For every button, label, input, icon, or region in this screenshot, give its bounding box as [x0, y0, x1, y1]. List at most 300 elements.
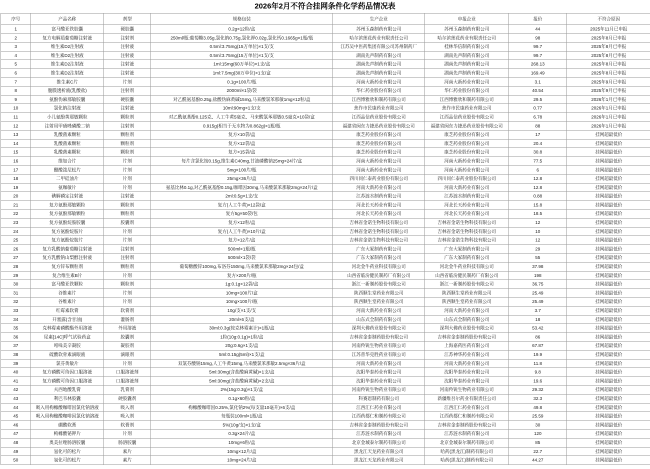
cell: 挂网超最低价 — [567, 359, 650, 368]
cell: 20g:0.6g×1支/盒 — [151, 341, 333, 350]
cell: 氨基比林0.1g,对乙酰氨基酚0.15g,咖啡因30mg,马来酸氯苯那敏2mg×24片/盒 — [151, 183, 333, 192]
cell: 复方×15袋/盒 — [151, 148, 333, 157]
cell: 复方氨酚烷胺片 — [31, 236, 104, 245]
cell: 陕西顺生堂药业有限公司 — [333, 289, 425, 298]
table-row — [1, 368, 650, 377]
cell: 挂网超最低价 — [567, 201, 650, 210]
cell: 22.7 — [509, 447, 567, 456]
cell: 颗粒剂 — [104, 113, 151, 122]
cell: 49.8 — [509, 403, 567, 412]
cell: 北京金城泰尔制药有限公司 — [333, 438, 425, 447]
cell: 复方×10袋/盒 — [151, 130, 333, 139]
cell: 18.5 — [509, 209, 567, 218]
cell: 片剂 — [104, 166, 151, 175]
cell: 片剂 — [104, 174, 151, 183]
table-row — [1, 271, 650, 280]
cell: 灌肠剂 — [104, 315, 151, 324]
cell: 2025年8月已申报 — [567, 69, 650, 78]
cell: 12 — [1, 122, 31, 131]
cell: 注射液 — [104, 192, 151, 201]
cell: 湖南先声制药有限公司 — [425, 69, 509, 78]
cell: 复方×12粒/盒 — [151, 218, 333, 227]
cell: 2%(15g:0.3g)×1支/盒 — [151, 385, 333, 394]
cell: 36 — [1, 333, 31, 342]
header-row — [1, 13, 650, 25]
table-row — [1, 104, 650, 113]
cell: 67.87 — [509, 341, 567, 350]
column-header-spec: 规格包装 — [151, 13, 333, 25]
cell: 8 — [1, 86, 31, 95]
cell: 10 — [1, 104, 31, 113]
cell: 27 — [1, 253, 31, 262]
cell: 挂网超最低价 — [567, 447, 650, 456]
cell: 氢化可的松片 — [31, 456, 104, 465]
cell: 维生素D2注射液 — [31, 60, 104, 69]
cell: 口服溶液剂 — [104, 368, 151, 377]
drug-table — [1, 13, 650, 465]
cell: 挂网超最低价 — [567, 209, 650, 218]
cell: 挂网超最低价 — [567, 385, 650, 394]
cell: 康芝药业股份有限公司 — [333, 148, 425, 157]
cell: 0.5ml:3.75mg(15万单位)×1支/支 — [151, 42, 333, 51]
cell: 12.8 — [509, 174, 567, 183]
table-row — [1, 421, 650, 430]
cell: 河北金牛药业科技有限公司 — [333, 262, 425, 271]
table-row — [1, 60, 650, 69]
cell: 江苏涟水制药有限公司 — [425, 192, 509, 201]
cell: 河南大新药业有限公司 — [425, 306, 509, 315]
cell: 268.13 — [509, 60, 567, 69]
cell: 片剂 — [104, 236, 151, 245]
cell: 30.8 — [509, 148, 567, 157]
cell: 康芝药业股份有限公司 — [333, 139, 425, 148]
cell: 复方(人工牛黄)×12袋/盒 — [151, 201, 333, 210]
cell: 26 — [1, 245, 31, 254]
cell: 25 — [1, 236, 31, 245]
cell: 对乙酰氨基酚0.25g,盐酸伪麻黄碱15mg,马来酸氯苯那敏1mg×12粒/盒 — [151, 95, 333, 104]
cell: 江西汇仁药业有限公司 — [425, 403, 509, 412]
cell: 复方电解质葡萄糖注射液 — [31, 34, 104, 43]
cell: 5ml:30mg(含盐酸麻黄碱)×1支/盒 — [151, 368, 333, 377]
cell: 软膏剂 — [104, 421, 151, 430]
cell: 北京金城泰尔制药有限公司 — [425, 438, 509, 447]
cell: 挂网超最低价 — [567, 324, 650, 333]
table-row — [1, 42, 650, 51]
cell: 9 — [1, 95, 31, 104]
cell: 片剂 — [104, 429, 151, 438]
table-row — [1, 236, 650, 245]
cell: 乳酸菌素颗粒 — [31, 130, 104, 139]
cell: 挂网超最低价 — [567, 429, 650, 438]
cell: 复方乳酸钠葡萄糖注射液 — [31, 245, 104, 254]
cell: 41 — [1, 377, 31, 386]
cell: 挂网超最低价 — [567, 253, 650, 262]
cell: 120 — [509, 429, 567, 438]
cell: 尿素[14C]呼气试验药盒 — [31, 333, 104, 342]
table-row — [1, 34, 650, 43]
cell: 河北长天药业有限公司 — [333, 201, 425, 210]
cell: 挂网超最低价 — [567, 218, 650, 227]
cell: 10mg×100片/盒 — [151, 289, 333, 298]
cell: 颗粒剂 — [104, 130, 151, 139]
cell: 河南大新药业有限公司 — [425, 183, 509, 192]
cell: 河南大新药业有限公司 — [333, 166, 425, 175]
table-row — [1, 148, 650, 157]
cell: 1ml:15mg(60万单位)×1支/盒 — [151, 60, 333, 69]
cell: 17 — [509, 130, 567, 139]
cell: 碘解磷定注射液 — [31, 192, 104, 201]
cell: 挂网超最低价 — [567, 350, 650, 359]
cell: 18 — [509, 315, 567, 324]
cell: 77.5 — [509, 157, 567, 166]
cell: 挂网超最低价 — [567, 421, 650, 430]
cell: 32.3 — [509, 394, 567, 403]
cell: 江苏神华药业有限公司 — [425, 350, 509, 359]
cell: 23 — [1, 218, 31, 227]
cell: 胶囊剂 — [104, 333, 151, 342]
cell: 颗粒剂 — [104, 201, 151, 210]
cell: 复方×200片/瓶 — [151, 271, 333, 280]
cell: 注射液 — [104, 69, 151, 78]
table-row — [1, 350, 650, 359]
cell: 15.8 — [509, 201, 567, 210]
cell: 颗粒剂 — [104, 280, 151, 289]
cell: 广东大冢制药有限公司 — [425, 245, 509, 254]
cell: 颗粒剂 — [104, 139, 151, 148]
table-row — [1, 324, 650, 333]
cell: 10 — [509, 227, 567, 236]
cell: 挂网超最低价 — [567, 456, 650, 465]
cell: 颗粒剂 — [104, 262, 151, 271]
cell: 吸入用枸橼酸咖啡因氯化钠溶液 — [31, 403, 104, 412]
cell: 48 — [1, 438, 31, 447]
cell: 挂网超最低价 — [567, 280, 650, 289]
cell: 湖南先声制药有限公司 — [333, 69, 425, 78]
cell: 0.915g(相当于无水物为0.862g)×1瓶/瓶 — [151, 122, 333, 131]
table-row — [1, 218, 650, 227]
cell: 吸入剂 — [104, 412, 151, 421]
cell: 29.32 — [509, 385, 567, 394]
cell: 5ml:30mg(含盐酸麻黄碱)×2支/盒 — [151, 377, 333, 386]
cell: 焦作市民康药业有限公司 — [333, 104, 425, 113]
cell: 50 — [1, 456, 31, 465]
cell: 注射液 — [104, 51, 151, 60]
cell: 康芝药业股份有限公司 — [425, 139, 509, 148]
cell: 37.98 — [509, 262, 567, 271]
table-row — [1, 201, 650, 210]
cell: 注射剂 — [104, 245, 151, 254]
cell: 吉林省金泰制药股份有限公司 — [333, 421, 425, 430]
cell: 外用溶液 — [104, 324, 151, 333]
cell: 35 — [1, 324, 31, 333]
cell: 37 — [1, 341, 31, 350]
cell: 深圳大佛药业股份有限公司 — [425, 324, 509, 333]
table-row — [1, 166, 650, 175]
column-header-manufacturer: 生产企业 — [333, 13, 425, 25]
cell: 25.49 — [509, 289, 567, 298]
cell: 江苏涟水制药有限公司 — [333, 192, 425, 201]
cell: 34 — [1, 315, 31, 324]
table-row — [1, 456, 650, 465]
table-row — [1, 403, 650, 412]
cell: 0.1g×60粒/盒 — [151, 394, 333, 403]
cell: 5%(10g/支)×1支/盒 — [151, 421, 333, 430]
cell: 克林霉素磷酸酯外用溶液 — [31, 324, 104, 333]
cell: 挂网超最低价 — [567, 333, 650, 342]
cell: 2025年8月已申报 — [567, 60, 650, 69]
cell: 河南大新药业有限公司 — [333, 78, 425, 87]
cell: 哈药(黑龙江)制药有限公司 — [425, 456, 509, 465]
cell: 吲哚美辛凝胶 — [31, 341, 104, 350]
table-body — [1, 25, 650, 465]
cell: 河北长天药业有限公司 — [333, 209, 425, 218]
cell: 注射剂 — [104, 86, 151, 95]
cell: 湖南先声制药有限公司 — [425, 51, 509, 60]
cell: 99.7 — [509, 51, 567, 60]
table-row — [1, 385, 650, 394]
cell: 湖南先声制药有限公司 — [333, 51, 425, 60]
cell: 2026年1月已申报 — [567, 95, 650, 104]
cell: 每片含氯化铵0.15g,维生素C40mg,甘油磷酸钠25mg×24片/盒 — [151, 157, 333, 166]
cell: 浙江一新制药股份有限公司 — [425, 280, 509, 289]
cell: 片剂 — [104, 359, 151, 368]
cell: 片剂 — [104, 78, 151, 87]
cell: 颗粒剂 — [104, 209, 151, 218]
cell: 乳膏剂 — [104, 385, 151, 394]
cell: 21 — [1, 201, 31, 210]
cell: 吉林省金诺生物科技有限公司 — [333, 227, 425, 236]
cell: 3.7 — [509, 306, 567, 315]
cell: 注射液 — [104, 104, 151, 113]
table-row — [1, 130, 650, 139]
cell: 乳酸菌素颗粒 — [31, 139, 104, 148]
table-row — [1, 174, 650, 183]
cell: 乳酸菌素颗粒 — [31, 148, 104, 157]
cell: 哈尔滨莲花药业有限责任公司 — [425, 34, 509, 43]
cell: 哈尔滨莲花药业有限责任公司 — [333, 34, 425, 43]
cell: 吉林省金诺生物科技有限公司 — [425, 227, 509, 236]
cell: 维生素D2注射液 — [31, 42, 104, 51]
cell: 桂林华信制药有限公司 — [425, 42, 509, 51]
cell: 0.5ml:3.75mg(15万单位)×1支/支 — [151, 51, 333, 60]
cell: 10g/支×1支/支 — [151, 306, 333, 315]
cell: 15 — [1, 148, 31, 157]
cell: 1 — [1, 25, 31, 34]
cell: 99.7 — [509, 42, 567, 51]
column-header-declarer: 申报企业 — [425, 13, 509, 25]
cell: 吸入剂 — [104, 403, 151, 412]
cell: 谷维素片 — [31, 297, 104, 306]
cell: 挂网超最低价 — [567, 183, 650, 192]
cell: 挂网超最低价 — [567, 377, 650, 386]
cell: 53.42 — [509, 324, 567, 333]
cell: 11.8 — [509, 359, 567, 368]
cell: 6.78 — [509, 113, 567, 122]
cell: 250ml/瓶:葡萄糖3.05g,氯化钠0.75g,氯化钾0.02g,氯化钙0.1665g×1瓶/瓶 — [151, 34, 333, 43]
table-row — [1, 359, 650, 368]
cell: 山东式全制药有限公司 — [425, 315, 509, 324]
cell: 黑龙江天龙药业有限公司 — [333, 447, 425, 456]
cell: 挂网超最低价 — [567, 271, 650, 280]
cell: 片剂 — [104, 297, 151, 306]
cell: 注射剂 — [104, 34, 151, 43]
cell: 44 — [1, 403, 31, 412]
cell: 硬胶囊剂 — [104, 394, 151, 403]
cell: 9.8 — [509, 368, 567, 377]
cell: 49 — [1, 447, 31, 456]
cell: 13 — [1, 130, 31, 139]
table-row — [1, 227, 650, 236]
cell: 挂网超最低价 — [567, 306, 650, 315]
cell: 14 — [1, 139, 31, 148]
column-header-index: 序号 — [1, 13, 31, 25]
cell: 富马酸亚铁胶囊 — [31, 25, 104, 34]
cell: 康芝药业股份有限公司 — [425, 148, 509, 157]
cell: 吉林省金诺生物科技有限公司 — [333, 236, 425, 245]
cell: 哈药(黑龙江)制药有限公司 — [425, 447, 509, 456]
cell: 硬胶囊 — [104, 25, 151, 34]
table-row — [1, 280, 650, 289]
cell: 2025年8月已申报 — [567, 51, 650, 60]
cell: 43 — [1, 394, 31, 403]
cell: 32 — [1, 297, 31, 306]
cell: 维生素D2注射液 — [31, 69, 104, 78]
cell: 枸橼酸铋钾片 — [31, 429, 104, 438]
cell: 45 — [1, 412, 31, 421]
cell: 双氯芬酸钠15mg,人工牛黄15mg,马来酸氯苯那敏2.5mg×36片/盒 — [151, 359, 333, 368]
cell: 24 — [1, 227, 31, 236]
table-row — [1, 183, 650, 192]
cell: 华仁药业股份有限公司 — [425, 86, 509, 95]
cell: 复方氨酚烷胺片 — [31, 227, 104, 236]
cell: 吉林省金诺生物科技有限公司 — [425, 236, 509, 245]
cell: 2025年8月已申报 — [567, 42, 650, 51]
cell: 素片 — [104, 447, 151, 456]
cell: 苏州玉森制药有限公司 — [333, 25, 425, 34]
cell: 12 — [509, 236, 567, 245]
cell: 口服溶液剂 — [104, 377, 151, 386]
cell: 河南大新药业有限公司 — [425, 166, 509, 175]
column-header-price: 报价 — [509, 13, 567, 25]
cell: 陕西顺生堂药业有限公司 — [425, 297, 509, 306]
table-row — [1, 341, 650, 350]
table-row — [1, 209, 650, 218]
cell: 红霉素软膏 — [31, 306, 104, 315]
cell: 肠溶胶囊 — [104, 438, 151, 447]
cell: 江西品信药业股份有限公司 — [333, 113, 425, 122]
cell: 1粒(10g:0.1g)×1粒/盒 — [151, 333, 333, 342]
cell: 2000ml×1袋/袋 — [151, 86, 333, 95]
cell: 19.6 — [509, 377, 567, 386]
cell: 复方磷酸可待因口服溶液 — [31, 368, 104, 377]
cell: 33 — [1, 306, 31, 315]
cell: 18 — [1, 174, 31, 183]
table-row — [1, 86, 650, 95]
cell: 硫酸软骨素滴眼液 — [31, 350, 104, 359]
cell: 福建省闽东力捷迅药业股份有限公司 — [425, 122, 509, 131]
cell: 2026年1月已申报 — [567, 113, 650, 122]
cell: 江苏吴中医药集团有限公司苏州制药厂 — [333, 42, 425, 51]
cell: 挂网超最低价 — [567, 192, 650, 201]
cell: 2025年8月已申报 — [567, 34, 650, 43]
cell: 滴眼剂 — [104, 350, 151, 359]
cell: 复方5g×50袋/包 — [151, 209, 333, 218]
cell: 科赛恩制药有限公司 — [333, 394, 425, 403]
cell: 注射剂 — [104, 253, 151, 262]
cell: 焦作市民康药业有限公司 — [425, 104, 509, 113]
cell: 4 — [1, 51, 31, 60]
cell: 198 — [509, 271, 567, 280]
cell: 湖南先声制药有限公司 — [425, 60, 509, 69]
cell: 华仁药业股份有限公司 — [333, 86, 425, 95]
cell: 吉林省金泰制药股份有限公司 — [333, 333, 425, 342]
cell: 小儿氨酚黄那敏颗粒 — [31, 113, 104, 122]
cell: 22 — [1, 209, 31, 218]
cell: 注射液 — [104, 42, 151, 51]
table-row — [1, 78, 650, 87]
cell: 河北长天药业有限公司 — [425, 209, 509, 218]
cell: 29 — [1, 271, 31, 280]
cell: 四川同仁泰药业股份有限公司 — [333, 174, 425, 183]
cell: 河南大新药业有限公司 — [425, 78, 509, 87]
cell: 复合维生素B片 — [31, 271, 104, 280]
cell: 枸橼酸咖啡因0.25%,氯化钠2%(每支量10毫升)×6支/盒 — [151, 403, 333, 412]
cell: 挂网超最低价 — [567, 166, 650, 175]
table-row — [1, 157, 650, 166]
cell: 2025年11月已申报 — [567, 25, 650, 34]
cell: 挂网超最低价 — [567, 262, 650, 271]
cell: 江西药都仁和制药有限公司 — [425, 412, 509, 421]
cell: 169.49 — [509, 69, 567, 78]
cell: 复方锌布颗粒剂 — [31, 262, 104, 271]
column-header-dosage-form: 剂型 — [104, 13, 151, 25]
cell: 16 — [1, 157, 31, 166]
cell: 苏州玉森制药有限公司 — [425, 25, 509, 34]
cell: 6 — [1, 69, 31, 78]
column-header-reason: 不符合原因 — [567, 13, 650, 25]
cell: 奥美拉唑肠溶胶囊 — [31, 438, 104, 447]
cell: 氨酚伪麻那敏胶囊 — [31, 95, 104, 104]
cell: 挂网超最低价 — [567, 227, 650, 236]
table-row — [1, 394, 650, 403]
cell: 片剂 — [104, 289, 151, 298]
cell: 江西药都仁和制药有限公司 — [333, 412, 425, 421]
cell: 河南大新药业有限公司 — [425, 157, 509, 166]
cell: 复方×12袋/盒 — [151, 139, 333, 148]
cell: 注射用甲硝唑磷酸二钠 — [31, 122, 104, 131]
cell: 7 — [1, 78, 31, 87]
cell: 2ml:0.5g×1支/支 — [151, 192, 333, 201]
cell: 片剂 — [104, 157, 151, 166]
cell: 5 — [1, 60, 31, 69]
cell: 挂网超最低价 — [567, 403, 650, 412]
cell: 12.8 — [509, 183, 567, 192]
cell: 康芝药业股份有限公司 — [333, 130, 425, 139]
cell: 5mg×100片/瓶 — [151, 166, 333, 175]
cell: 硬胶囊 — [104, 95, 151, 104]
cell: 沈阳华泰药业有限公司 — [425, 368, 509, 377]
cell: 吉林省金诺生物科技有限公司 — [425, 218, 509, 227]
cell: 2026年1月已申报 — [567, 104, 650, 113]
cell: 江苏普华克胜药业有限公司 — [333, 350, 425, 359]
cell: 氯化钠注射液 — [31, 104, 104, 113]
cell: 深圳大佛药业股份有限公司 — [333, 324, 425, 333]
cell: 30 — [1, 280, 31, 289]
cell: 0.3g×24片/盒 — [151, 429, 333, 438]
cell: 47 — [1, 429, 31, 438]
cell: 复方乳酸钠山梨醇注射液 — [31, 253, 104, 262]
cell: 10mg×6粒/盒 — [151, 438, 333, 447]
